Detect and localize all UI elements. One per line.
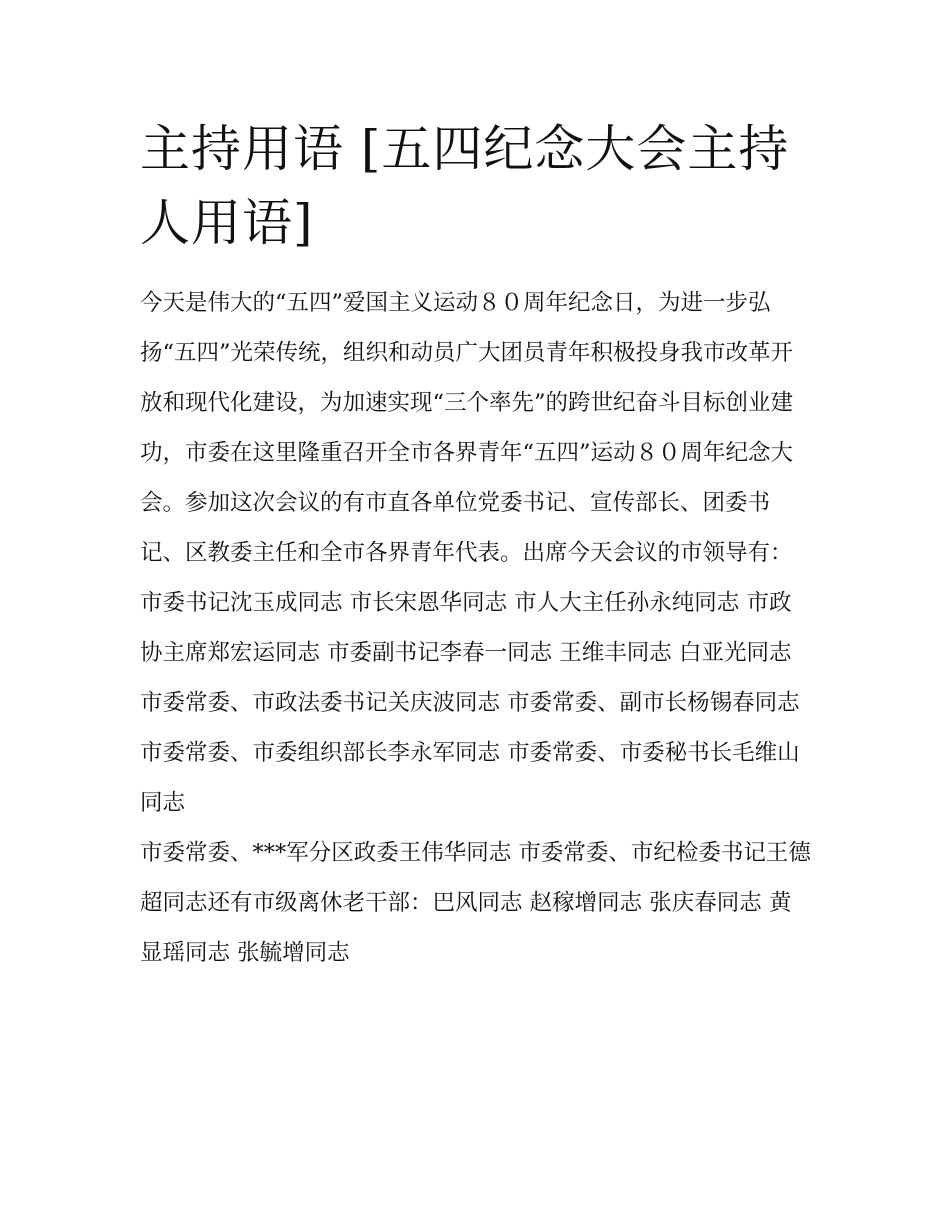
document-body bbox=[140, 278, 812, 978]
paragraph-standing-committee: 市委常委、市政法委书记关庆波同志 市委常委、副市长杨锡春同志 市委常委、市委组织部长李永军同志 市委常委、市委秘书长毛维山同志 bbox=[140, 690, 800, 816]
paragraph-veterans: 市委常委、***军分区政委王伟华同志 市委常委、市纪检委书记王德超同志还有市级离休老干部：巴风同志 赵稼增同志 张庆春同志 黄显瑶同志 张毓增同志 bbox=[140, 840, 811, 966]
paragraph-intro: 今天是伟大的“五四”爱国主义运动８０周年纪念日，为进一步弘扬“五四”光荣传统，组织和动员广大团员青年积极投身我市改革开放和现代化建设，为加速实现“三个率先”的跨世纪奋斗目标创业建功，市委在这里隆重召开全市各界青年“五四”运动８０周年纪念大会。参加这次会议的有市直各单位党委书记、宣传部长、团委书记、区教委主任和全市各界青年代表。出席今天会议的市领导有： bbox=[140, 290, 794, 566]
paragraph-leaders: 市委书记沈玉成同志 市长宋恩华同志 市人大主任孙永纯同志 市政协主席郑宏运同志 市委副书记李春一同志 王维丰同志 白亚光同志 bbox=[140, 590, 792, 666]
document-title: 主持用语 [五四纪念大会主持人用语] bbox=[140, 120, 790, 252]
